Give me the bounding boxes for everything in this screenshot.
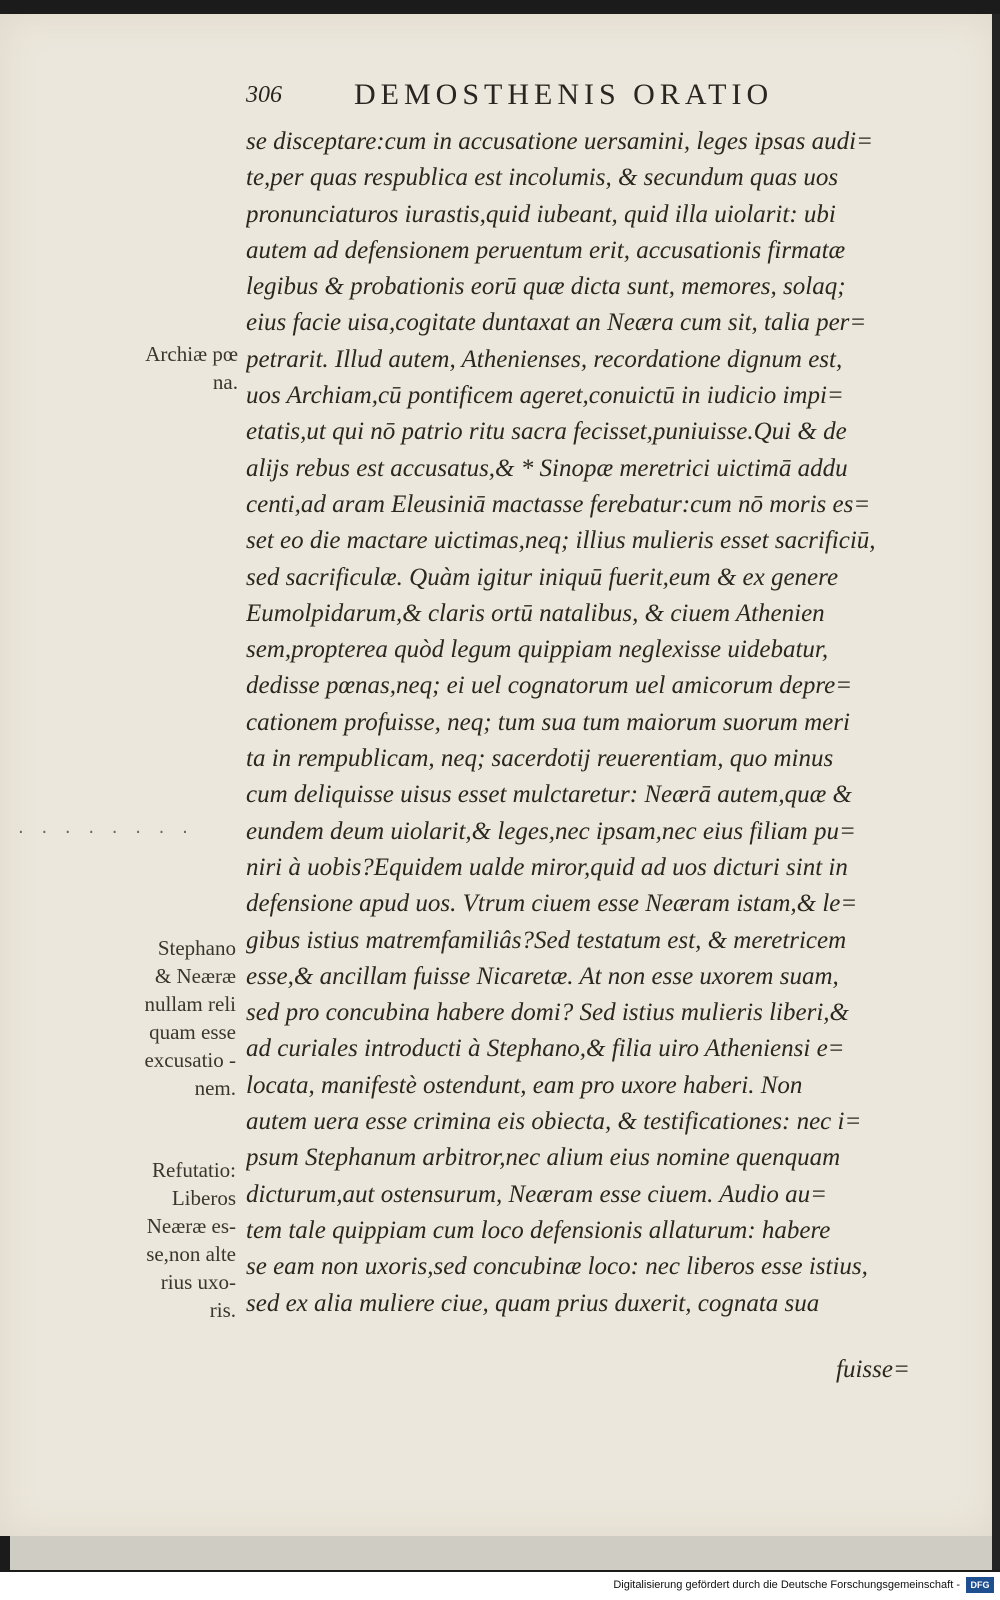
text-line: eundem deum uiolarit,& leges,nec ipsam,nec eius filiam pu= xyxy=(246,817,856,845)
marginal-note-refutatio xyxy=(100,1156,236,1324)
text-line: esse,& ancillam fuisse Nicaretæ. At non esse uxorem suam, xyxy=(246,962,839,990)
marginal-line: nem. xyxy=(194,1076,236,1100)
text-line: locata, manifestè ostendunt, eam pro uxore haberi. Non xyxy=(246,1071,803,1099)
marginal-line: & Neæræ xyxy=(154,964,236,988)
margin-dot-leader: · · · · · · · · xyxy=(18,822,194,843)
text-line: Eumolpidarum,& claris ortū natalibus, & ciuem Athenien xyxy=(246,599,825,627)
marginal-line: Refutatio: xyxy=(152,1158,236,1182)
text-line: sed sacrificulæ. Quàm igitur iniquū fuerit,eum & ex genere xyxy=(246,563,839,591)
text-line: eius facie uisa,cogitate duntaxat an Neæra cum sit, talia per= xyxy=(246,309,867,337)
funding-credit: Digitalisierung gefördert durch die Deutsche Forschungsgemeinschaft - xyxy=(613,1579,960,1591)
marginal-line: se,non alte xyxy=(146,1242,236,1266)
running-title: DEMOSTHENIS ORATIO xyxy=(354,78,774,111)
text-line: uos Archiam,cū pontificem ageret,conuictū in iudicio impi= xyxy=(246,382,844,410)
text-line: centi,ad aram Eleusiniā mactasse ferebatur:cum nō moris es= xyxy=(246,490,871,518)
text-line: defensione apud uos. Vtrum ciuem esse Neæram istam,& le= xyxy=(246,890,858,918)
marginal-line: rius uxo- xyxy=(160,1270,236,1294)
text-line: dedisse pœnas,neq; ei uel cognatorum uel amicorum depre= xyxy=(246,672,853,700)
text-line: alijs rebus est accusatus,& * Sinopæ meretrici uictimā addu xyxy=(246,454,848,482)
marginal-line: quam esse xyxy=(149,1020,236,1044)
text-line: pronunciaturos iurastis,quid iubeant, quid illa uiolarit: ubi xyxy=(246,200,836,228)
text-line: autem ad defensionem peruentum erit, accusationis firmatæ xyxy=(246,236,846,264)
digitization-footer xyxy=(0,1572,1000,1600)
text-line: ta in rempublicam, neq; sacerdotij reuerentiam, quo minus xyxy=(246,745,834,773)
text-line: legibus & probationis eorū quæ dicta sunt, memores, solaq; xyxy=(246,273,846,301)
marginal-line: Neæræ es- xyxy=(146,1214,236,1238)
text-line: autem uera esse crimina eis obiecta, & testificationes: nec i= xyxy=(246,1108,862,1136)
marginal-note-stephano xyxy=(100,934,236,1102)
text-line: petrarit. Illud autem, Athenienses, recordatione dignum est, xyxy=(246,345,843,373)
marginal-line: Stephano xyxy=(157,936,236,960)
text-line: set eo die mactare uictimas,neq; illius mulieris esset sacrificiū, xyxy=(246,527,876,555)
text-line: cationem profuisse, neq; tum sua tum maiorum suorum meri xyxy=(246,708,850,736)
catchword: fuisse= xyxy=(836,1356,910,1383)
marginal-line: Liberos xyxy=(171,1186,236,1210)
text-line: etatis,ut qui nō patrio ritu sacra fecisset,puniuisse.Qui & de xyxy=(246,418,847,446)
text-line: gibus istius matremfamiliâs?Sed testatum est, & meretricem xyxy=(246,926,847,954)
dfg-logo-icon: DFG xyxy=(966,1577,994,1593)
marginal-line: na. xyxy=(212,370,238,394)
marginal-line: excusatio - xyxy=(144,1048,236,1072)
text-line: sed pro concubina habere domi? Sed istius mulieris liberi,& xyxy=(246,999,849,1027)
book-page xyxy=(0,14,996,1536)
text-line: sed ex alia muliere ciue, quam prius duxerit, cognata sua xyxy=(246,1289,820,1317)
text-line: te,per quas respublica est incolumis, & secundum quas uos xyxy=(246,164,839,192)
page-number: 306 xyxy=(246,82,282,108)
marginal-note-archias xyxy=(110,340,238,396)
text-line: se disceptare:cum in accusatione uersamini, leges ipsas audi= xyxy=(246,128,873,155)
text-line: dicturum,aut ostensurum, Neæram esse ciuem. Audio au= xyxy=(246,1180,827,1208)
marginal-line: ris. xyxy=(209,1298,236,1322)
text-line: psum Stephanum arbitror,nec alium eius nomine quenquam xyxy=(246,1144,841,1172)
marginal-line: Archiæ pœ xyxy=(145,342,238,366)
text-line: tem tale quippiam cum loco defensionis allaturum: habere xyxy=(246,1216,831,1244)
page-header xyxy=(246,78,908,120)
text-line: cum deliquisse uisus esset mulctaretur: Neærā autem,quæ & xyxy=(246,781,852,809)
text-line: ad curiales introducti à Stephano,& filia uiro Atheniensi e= xyxy=(246,1035,845,1063)
scan-edge xyxy=(992,14,1000,1570)
marginal-line: nullam reli xyxy=(144,992,236,1016)
text-line: sem,propterea quòd legum quippiam neglexisse uidebatur, xyxy=(246,636,829,664)
text-line: se eam non uxoris,sed concubinæ loco: nec liberos esse istius, xyxy=(246,1253,868,1281)
main-text-block xyxy=(246,124,928,1322)
text-line: niri à uobis?Equidem ualde miror,quid ad uos dicturi sint in xyxy=(246,853,848,881)
